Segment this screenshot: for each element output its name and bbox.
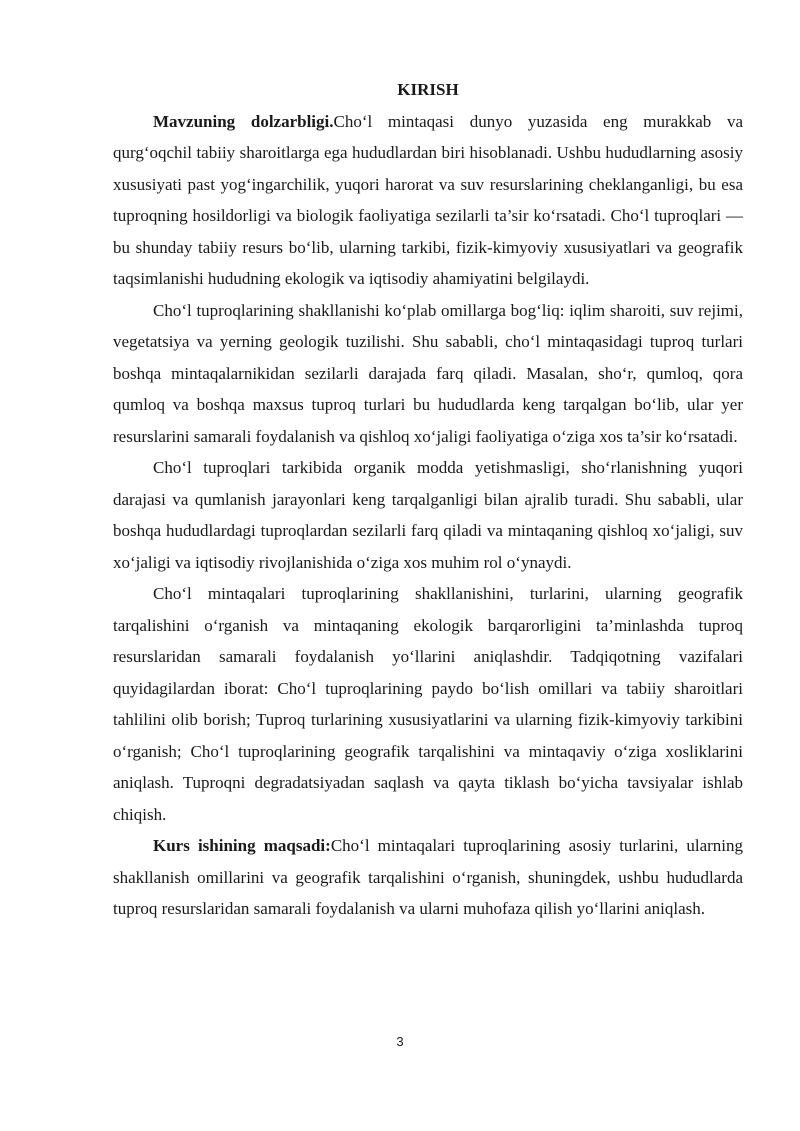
paragraph-text: Cho‘l tuproqlari tarkibida organik modda yetishmasligi, sho‘rlanishning yuqori darajasi va qumlanish jarayonlari keng tarqalganligi bilan ajralib turadi. Shu sababli, ular boshqa hududlardagi tuproqlardan sezilarli farq qiladi va mintaqaning qishloq xo‘jaligi, suv xo‘jaligi va iqtisodiy rivojlanishida o‘ziga xos muhim rol o‘ynaydi.: [113, 458, 743, 572]
paragraph-text: Cho‘l mintaqalari tuproqlarining shakllanishini, turlarini, ularning geografik tarqalishini o‘rganish va mintaqaning ekologik barqarorligini ta’minlashda tuproq resurslaridan samarali foydalanish yo‘llarini aniqlashdir. Tadqiqotning vazifalari quyidagilardan iborat: Cho‘l tuproqlarining paydo bo‘lish omillari va tabiiy sharoitlari tahlilini olib borish; Tuproq turlarining xususiyatlarini va ularning fizik-kimyoviy tarkibini o‘rganish; Cho‘l tuproqlarining geografik tarqalishini va mintaqaviy o‘ziga xosliklarini aniqlash. Tuproqni degradatsiyadan saqlash va qayta tiklash bo‘yicha tavsiyalar ishlab chiqish.: [113, 584, 743, 824]
paragraph-lead: Mavzuning dolzarbligi.: [153, 111, 334, 131]
document-body: [113, 74, 743, 925]
paragraph-relevance: [113, 106, 743, 295]
page-number: 3: [396, 1034, 404, 1049]
paragraph-tasks: [113, 578, 743, 830]
page-heading: KIRISH: [397, 80, 459, 99]
paragraph-text: Cho‘l mintaqasi dunyo yuzasida eng murakkab va qurg‘oqchil tabiiy sharoitlarga ega hududlardan biri hisoblanadi. Ushbu hududlarning asosiy xususiyati past yog‘ingarchilik, yuqori harorat va suv resurslarining cheklanganligi, bu esa tuproqning hosildorligi va biologik faoliyatiga sezilarli ta’sir ko‘rsatadi. Cho‘l tuproqlari — bu shunday tabiiy resurs bo‘lib, ularning tarkibi, fizik-kimyoviy xususiyatlari va geografik taqsimlanishi hududning ekologik va iqtisodiy ahamiyatini belgilaydi.: [113, 111, 743, 288]
paragraph-text: Cho‘l tuproqlarining shakllanishi ko‘plab omillarga bog‘liq: iqlim sharoiti, suv rejimi, vegetatsiya va yerning geologik tuzilishi. Shu sababli, cho‘l mintaqasidagi tuproq turlari boshqa mintaqalarnikidan sezilarli darajada farq qiladi. Masalan, sho‘r, qumloq, qora qumloq va boshqa maxsus tuproq turlari bu hududlarda keng tarqalgan bo‘lib, ular yer resurslarini samarali foydalanish va qishloq xo‘jaligi faoliyatiga o‘ziga xos ta’sir ko‘rsatadi.: [113, 300, 743, 446]
paragraph-composition: [113, 452, 743, 578]
paragraph-text: Cho‘l mintaqalari tuproqlarining asosiy turlarini, ularning shakllanish omillarini va geografik tarqalishini o‘rganish, shuningdek, ushbu hududlarda tuproq resurslaridan samarali foydalanish va ularni muhofaza qilish yo‘llarini aniqlash.: [113, 836, 743, 918]
paragraph-goal: [113, 830, 743, 925]
paragraph-formation: [113, 295, 743, 453]
paragraph-lead: Kurs ishining maqsadi:: [153, 836, 331, 855]
